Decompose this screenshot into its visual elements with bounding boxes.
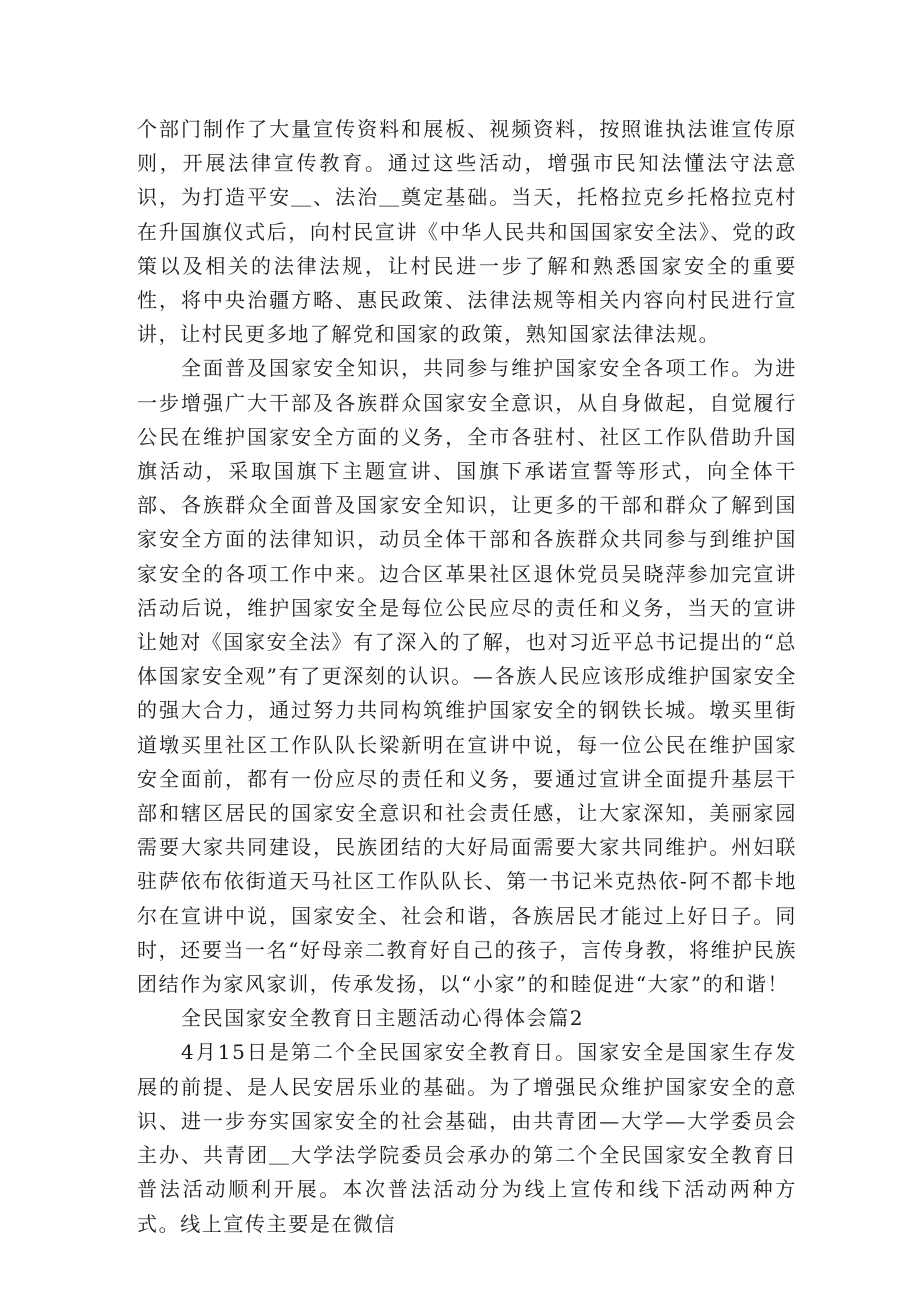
paragraph-education-day: 4月15日是第二个全民国家安全教育日。国家安全是国家生存发展的前提、是人民安居乐业的基础。为了增强民众维护国家安全的意识、进一步夯实国家安全的社会基础，由共青团—大学—大学委员会主办、共青团＿大学法学院委员会承办的第二个全民国家安全教育日普法活动顺利开展。本次普法活动分为线上宣传和线下活动两种方式。线上宣传主要是在微信 (137, 1040, 797, 1236)
document-body (137, 112, 797, 1241)
section-heading: 全民国家安全教育日主题活动心得体会篇2 (181, 1006, 585, 1031)
paragraph-national-security-knowledge: 全面普及国家安全知识，共同参与维护国家安全各项工作。为进一步增强广大干部及各族群众国家安全意识，从自身做起，自觉履行公民在维护国家安全方面的义务，全市各驻村、社区工作队借助升国旗活动，采取国旗下主题宣讲、国旗下承诺宣誓等形式，向全体干部、各族群众全面普及国家安全知识，让更多的干部和群众了解到国家安全方面的法律知识，动员全体干部和各族群众共同参与到维护国家安全的各项工作中来。边合区革果社区退休党员吴晓萍参加完宣讲活动后说，维护国家安全是每位公民应尽的责任和义务，当天的宣讲让她对《国家安全法》有了深入的了解，也对习近平总书记提出的“总体国家安全观”有了更深刻的认识。—各族人民应该形成维护国家安全的强大合力，通过努力共同构筑维护国家安全的钢铁长城。墩买里街道墩买里社区工作队队长梁新明在宣讲中说，每一位公民在维护国家安全面前，都有一份应尽的责任和义务，要通过宣讲全面提升基层干部和辖区居民的国家安全意识和社会责任感，让大家深知，美丽家园需要大家共同建设，民族团结的大好局面需要大家共同维护。州妇联驻萨依布依街道天马社区工作队队长、第一书记米克热依-阿不都卡地尔在宣讲中说，国家安全、社会和谐，各族居民才能过上好日子。同时，还要当一名“好母亲二教育好自己的孩子，言传身教，将维护民族团结作为家风家训，传承发扬，以“小家”的和睦促进“大家”的和谐！ (137, 356, 797, 997)
paragraph-continued-law-publicity: 个部门制作了大量宣传资料和展板、视频资料，按照谁执法谁宣传原则，开展法律宣传教育。通过这些活动，增强市民知法懂法守法意识，为打造平安＿、法治＿奠定基础。当天，托格拉克乡托格拉克村在升国旗仪式后，向村民宣讲《中华人民共和国国家安全法》、党的政策以及相关的法律法规，让村民进一步了解和熟悉国家安全的重要性，将中央治疆方略、惠民政策、法律法规等相关内容向村民进行宣讲，让村民更多地了解党和国家的政策，熟知国家法律法规。 (137, 117, 797, 347)
